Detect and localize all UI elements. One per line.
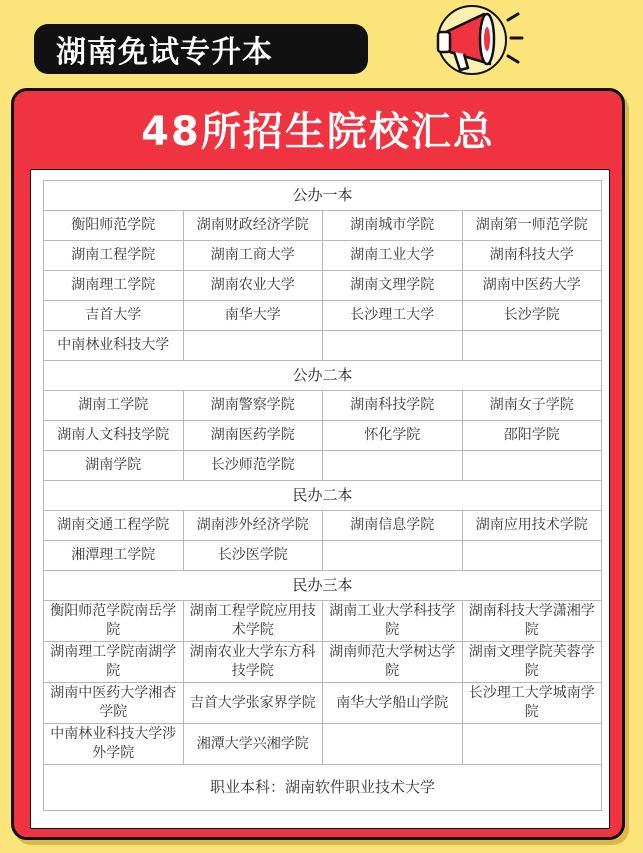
school-cell: 衡阳师范学院 [44,211,184,241]
empty-cell [462,451,602,481]
page-title: 48所招生院校汇总 [141,109,495,155]
table-row [44,271,602,301]
school-cell: 湖南理工学院 [44,271,184,301]
table-row [44,642,602,683]
section-header-row [44,181,602,211]
school-cell: 湖南女子学院 [462,391,602,421]
school-cell: 长沙师范学院 [183,451,323,481]
school-cell: 湖南科技大学潇湘学院 [462,601,602,642]
school-cell: 湖南工程学院应用技术学院 [183,601,323,642]
table-row [44,241,602,271]
school-cell: 湖南科技学院 [323,391,463,421]
school-cell: 南华大学 [183,301,323,331]
school-cell: 南华大学船山学院 [323,683,463,724]
school-cell: 湖南交通工程学院 [44,511,184,541]
school-cell: 长沙理工大学城南学院 [462,683,602,724]
table-row [44,211,602,241]
school-cell: 湖南农业大学 [183,271,323,301]
school-cell: 湖南工学院 [44,391,184,421]
school-cell: 湖南中医药大学 [462,271,602,301]
school-cell: 湖南信息学院 [323,511,463,541]
megaphone-icon [424,2,524,82]
section-header-row [44,361,602,391]
school-cell: 湖南工业大学科技学院 [323,601,463,642]
school-table [43,180,602,811]
section-title: 公办二本 [44,361,602,391]
school-cell: 湖南医药学院 [183,421,323,451]
school-cell: 湖南工业大学 [323,241,463,271]
school-cell: 湖南中医药大学湘杏学院 [44,683,184,724]
summary-card [11,88,625,840]
table-row [44,301,602,331]
school-cell: 中南林业科技大学 [44,331,184,361]
school-cell: 吉首大学张家界学院 [183,683,323,724]
school-cell: 湖南城市学院 [323,211,463,241]
section-header-row [44,481,602,511]
school-cell: 邵阳学院 [462,421,602,451]
badge-text: 湖南免试专升本 [56,35,273,70]
header-badge [34,24,368,74]
table-row [44,421,602,451]
school-cell: 湖南工商大学 [183,241,323,271]
table-row [44,511,602,541]
table-row [44,683,602,724]
section-title: 民办二本 [44,481,602,511]
school-cell: 湖南文理学院 [323,271,463,301]
table-row [44,391,602,421]
footer-row [44,765,602,811]
table-row [44,451,602,481]
section-title: 公办一本 [44,181,602,211]
school-cell: 湖南理工学院南湖学院 [44,642,184,683]
section-header-row [44,571,602,601]
school-cell: 吉首大学 [44,301,184,331]
vocational-undergrad-note: 职业本科：湖南软件职业技术大学 [44,765,602,811]
empty-cell [323,541,463,571]
school-cell: 湖南应用技术学院 [462,511,602,541]
school-cell: 长沙医学院 [183,541,323,571]
table-row [44,331,602,361]
school-cell: 湖南文理学院芙蓉学院 [462,642,602,683]
empty-cell [323,724,463,765]
empty-cell [323,331,463,361]
school-table-panel [30,169,610,829]
empty-cell [323,451,463,481]
school-cell: 湖南涉外经济学院 [183,511,323,541]
school-cell: 湖南学院 [44,451,184,481]
school-cell: 湖南警察学院 [183,391,323,421]
school-cell: 湘潭大学兴湘学院 [183,724,323,765]
school-cell: 湖南第一师范学院 [462,211,602,241]
school-cell: 湖南师范大学树达学院 [323,642,463,683]
school-cell: 湖南工程学院 [44,241,184,271]
school-cell: 湖南农业大学东方科技学院 [183,642,323,683]
school-cell: 湖南科技大学 [462,241,602,271]
school-cell: 长沙理工大学 [323,301,463,331]
empty-cell [462,541,602,571]
table-row [44,601,602,642]
section-title: 民办三本 [44,571,602,601]
empty-cell [462,724,602,765]
school-cell: 长沙学院 [462,301,602,331]
school-cell: 衡阳师范学院南岳学院 [44,601,184,642]
school-cell: 湘潭理工学院 [44,541,184,571]
empty-cell [183,331,323,361]
school-cell: 中南林业科技大学涉外学院 [44,724,184,765]
table-row [44,541,602,571]
school-cell: 湖南人文科技学院 [44,421,184,451]
school-cell: 湖南财政经济学院 [183,211,323,241]
empty-cell [462,331,602,361]
school-cell: 怀化学院 [323,421,463,451]
table-row [44,724,602,765]
